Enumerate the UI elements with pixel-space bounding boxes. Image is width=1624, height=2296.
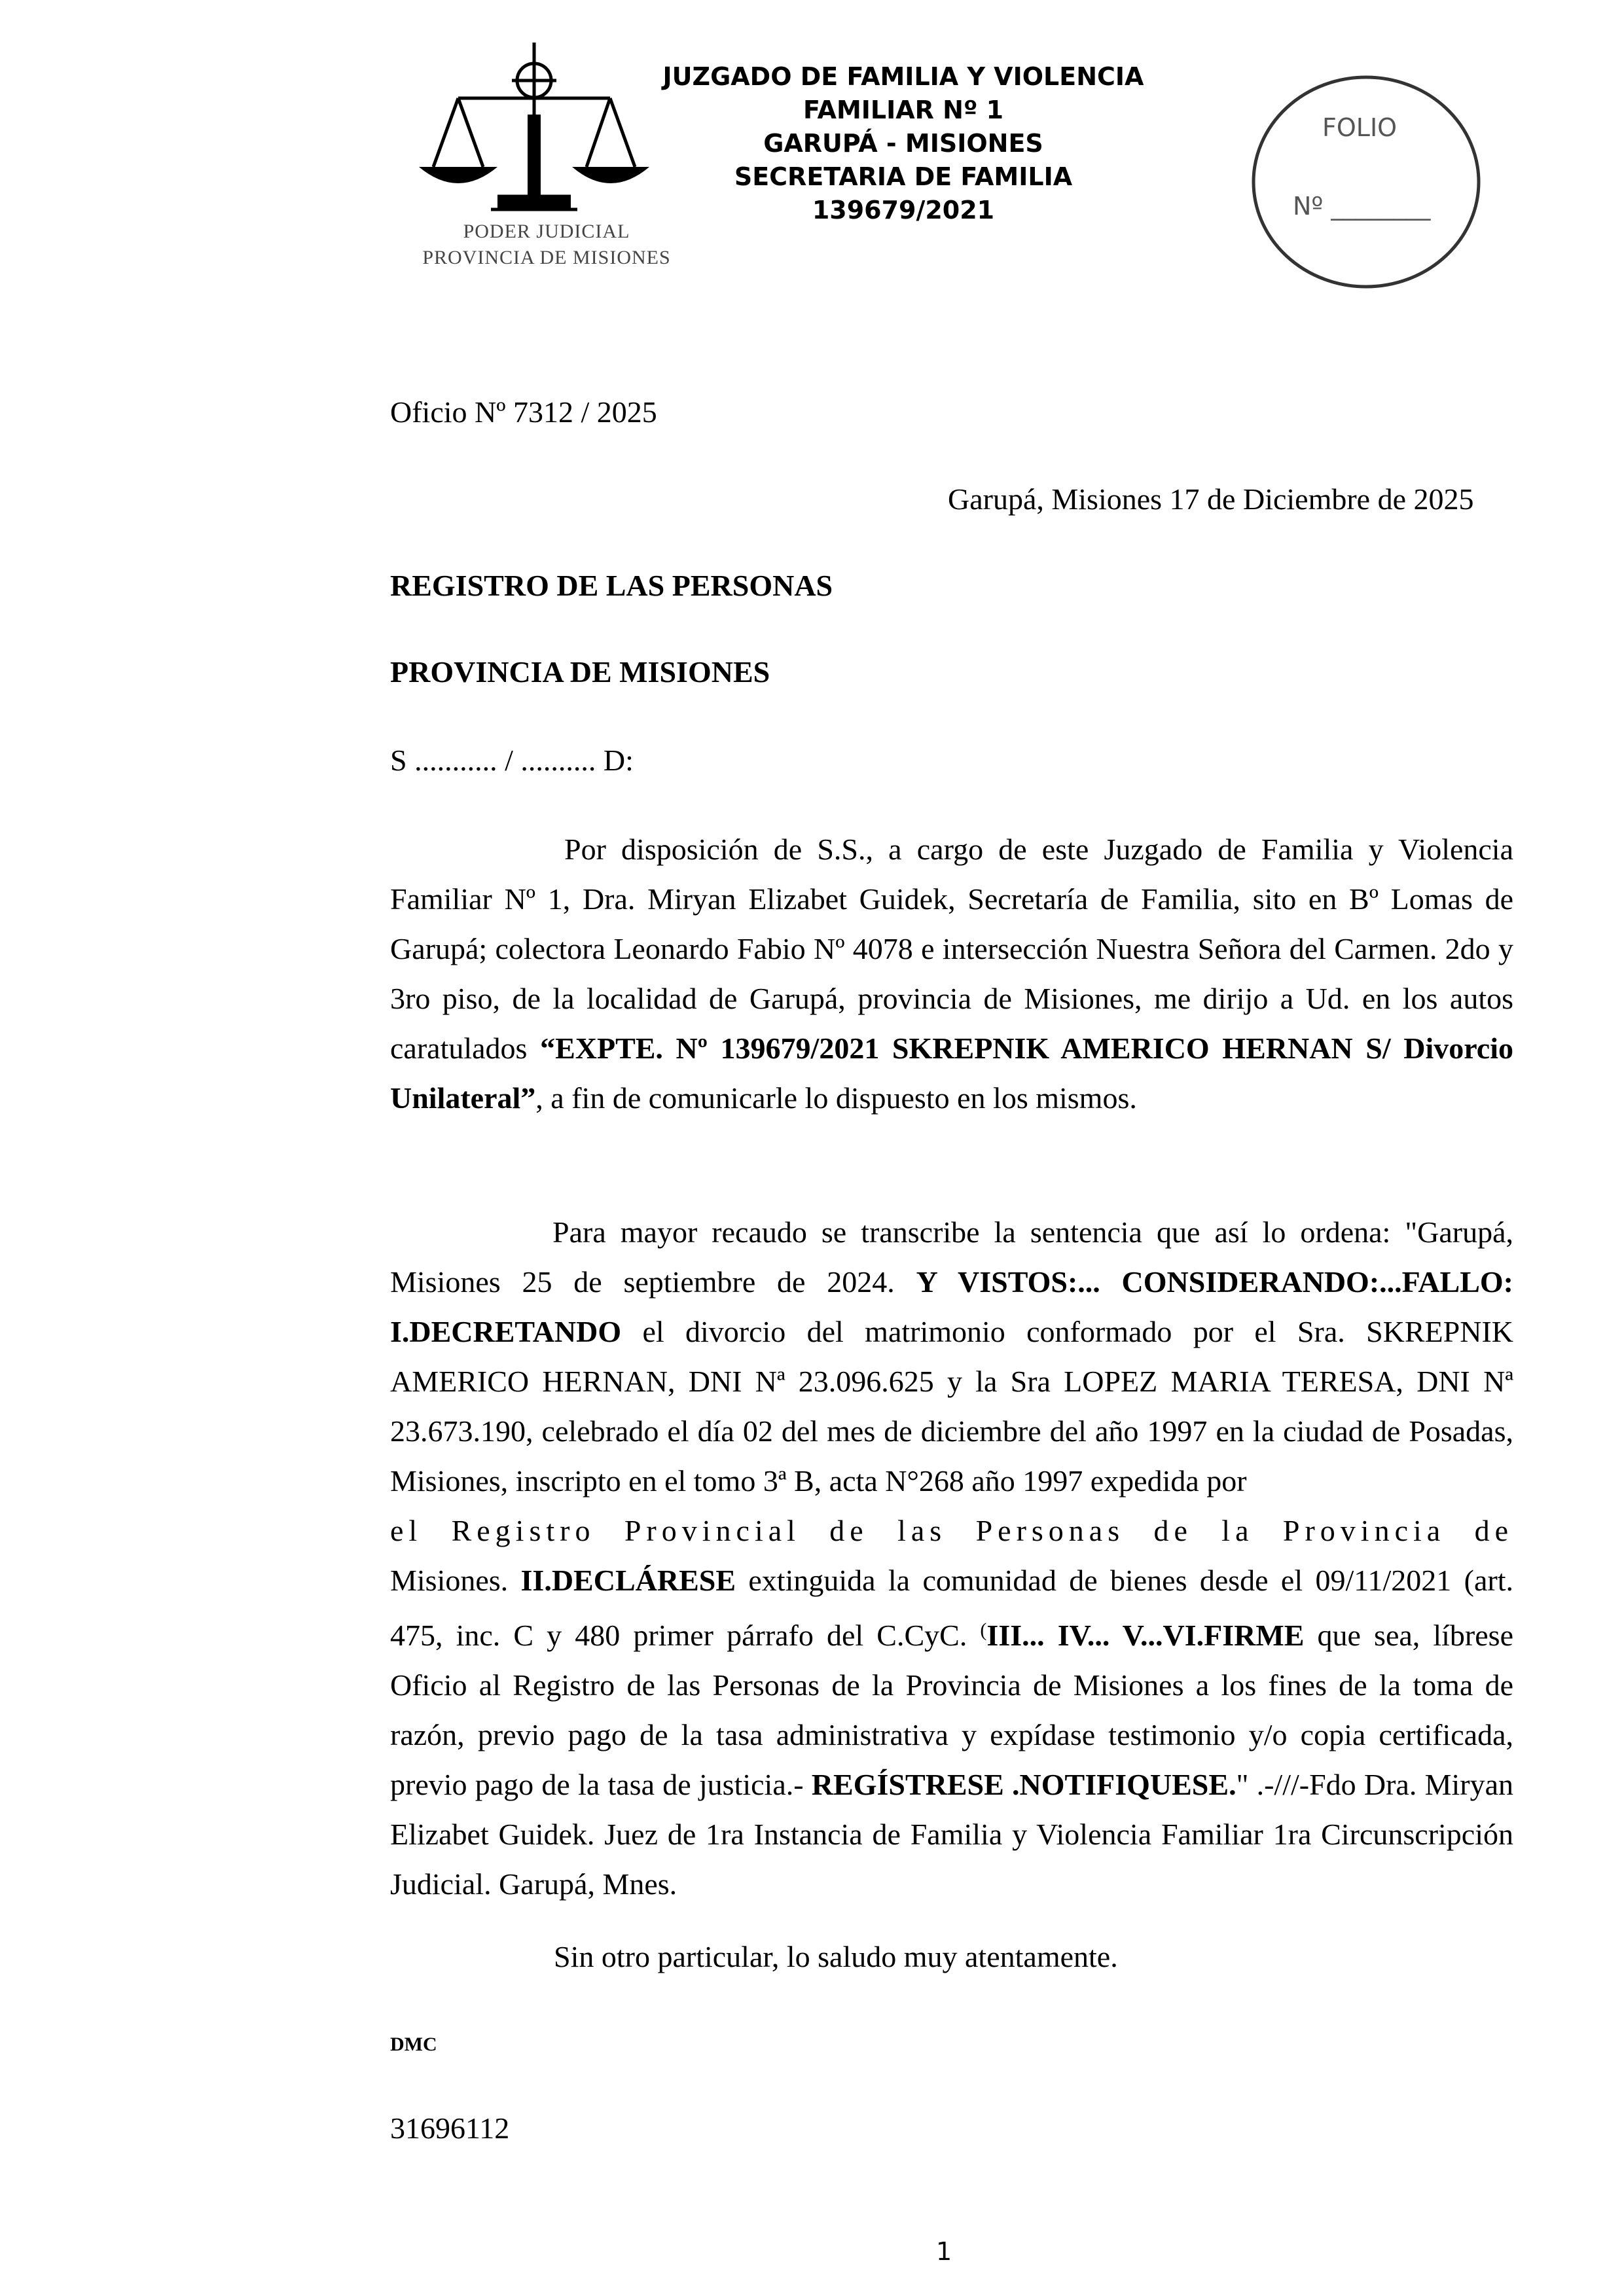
court-line-1: JUZGADO DE FAMILIA Y VIOLENCIA (662, 62, 1144, 91)
recipient-line-2: PROVINCIA DE MISIONES (390, 655, 770, 689)
page-number: 1 (936, 2237, 952, 2266)
folio-number-label: Nº ________ (1293, 192, 1431, 221)
body-paragraph-2-continued (390, 1556, 1513, 1909)
para2-text-5: que sea, líbrese Oficio al Registro de las Personas de la Provincia de Misiones a los fines de la toma de razón, previo pago de la tasa administrativa y expídase testimonio y/o copia certificada, previo pago de la tasa de justicia.- (390, 1619, 1513, 1801)
court-line-2: FAMILIAR Nº 1 (803, 96, 1004, 124)
para1-text-2: , a fin de comunicarle lo dispuesto en los mismos. (535, 1081, 1137, 1115)
fallo-heading: Y VISTOS:... CONSIDERANDO:...FALLO: I.DECRETANDO (390, 1265, 1514, 1348)
registrese-heading: REGÍSTRESE .NOTIFIQUESE. (811, 1768, 1236, 1801)
body-paragraph-1 (390, 825, 1513, 1123)
reference-number: 31696112 (390, 2111, 510, 2145)
court-line-3: GARUPÁ - MISIONES (763, 129, 1043, 158)
firme-heading: III... IV... V...VI.FIRME (986, 1619, 1305, 1652)
para2-text-2: el divorcio del matrimonio conformado por el Sra. SKREPNIK AMERICO HERNAN, DNI Nª 23.096.625 y la Sra LOPEZ MARIA TERESA, DNI Nª 23.673.190, celebrado el día 02 del mes de diciembre del año 1997 en la ciudad de Posadas, Misiones, inscripto en el tomo 3ª B, acta N°268 año 1997 expedida por (390, 1315, 1513, 1498)
para2-text-6: " .-///-Fdo Dra. Miryan Elizabet Guidek. Juez de 1ra Instancia de Familia y Violencia Familiar 1ra Circunscripción Judicial. Garupá, Mnes. (390, 1768, 1513, 1901)
oficio-number: Oficio Nº 7312 / 2025 (390, 395, 657, 429)
spaced-line: el Registro Provincial de las Personas de la Provincia de (390, 1514, 1513, 1547)
folio-label: FOLIO (1322, 113, 1398, 142)
folio-stamp (1247, 71, 1496, 293)
salutation: S ........... / .......... D: (390, 744, 634, 777)
footnote-mark: ( (980, 1619, 987, 1641)
closing-line: Sin otro particular, lo saludo muy atentamente. (554, 1940, 1118, 1973)
document-date: Garupá, Misiones 17 de Diciembre de 2025 (948, 482, 1474, 516)
para2-text-4: extinguida la comunidad de bienes desde el 09/11/2021 (art. 475, inc. C y 480 primer párrafo del C.CyC. (390, 1564, 1513, 1652)
seal-line-2: PROVINCIA DE MISIONES (422, 247, 671, 268)
folio-circle-icon (1247, 71, 1496, 293)
case-title: “EXPTE. Nº 139679/2021 SKREPNIK AMERICO HERNAN S/ Divorcio Unilateral” (390, 1031, 1514, 1115)
para2-text-3: Misiones. (390, 1564, 521, 1597)
para2-text-1: Para mayor recaudo se transcribe la sentencia que así lo ordena: "Garupá, Misiones 25 de septiembre de 2024. (390, 1215, 1513, 1299)
body-paragraph-2 (390, 1208, 1513, 1506)
court-line-5: 139679/2021 (812, 196, 995, 224)
seal-line-1: PODER JUDICIAL (463, 221, 630, 242)
court-header (655, 60, 1152, 227)
para1-text-1: Por disposición de S.S., a cargo de este Juzgado de Familia y Violencia Familiar Nº 1, Dra. Miryan Elizabet Guidek, Secretaría de Familia, sito en Bº Lomas de Garupá; colectora Leonardo Fabio Nº 4078 e intersección Nuestra Señora del Carmen. 2do y 3ro piso, de la localidad de Garupá, provincia de Misiones, me dirijo a Ud. en los autos caratulados (390, 833, 1513, 1065)
recipient-line-1: REGISTRO DE LAS PERSONAS (390, 569, 833, 602)
declarese-heading: II.DECLÁRESE (520, 1564, 736, 1597)
initials: DMC (390, 2034, 437, 2055)
court-line-4: SECRETARIA DE FAMILIA (734, 162, 1073, 191)
